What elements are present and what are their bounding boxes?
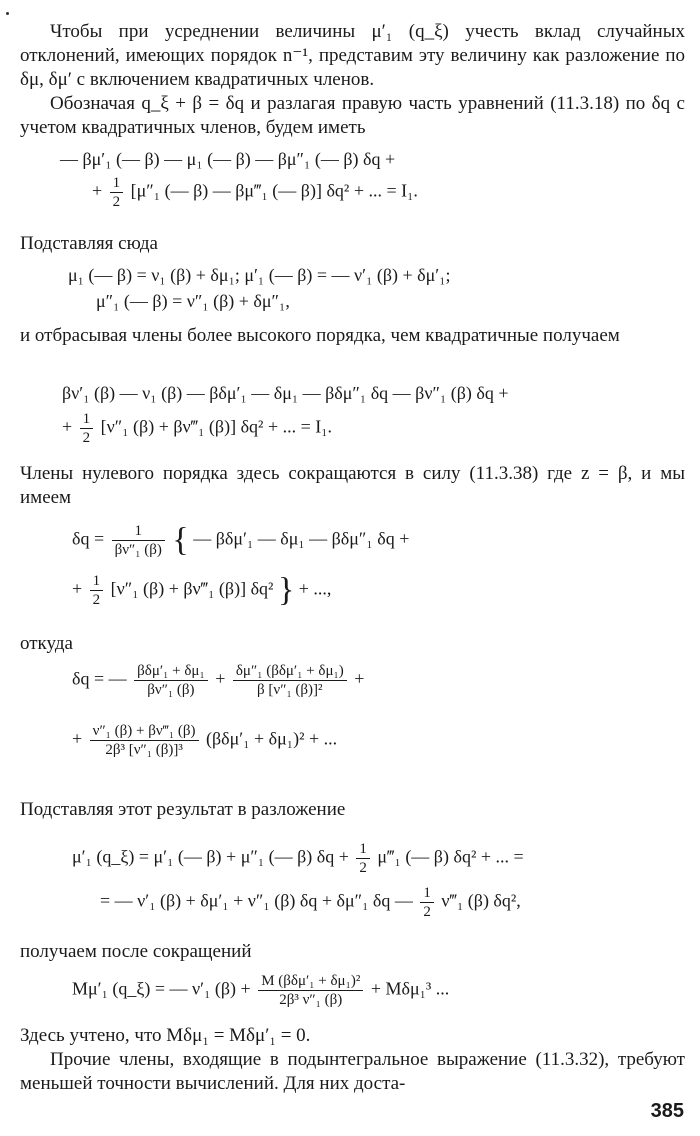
equation-3b [62,410,332,447]
eq-text: = — ν′₁ (β) + δμ′₁ + ν″₁ (β) δq + δμ″₁ δq — [100,890,413,911]
paragraph-5: Члены нулевого порядка здесь сокращаются в силу (11.3.38) где z = β, и мы имеем [20,463,685,508]
fraction [112,522,165,559]
eq-text: [ν″₁ (β) + βν‴₁ (β)] δq² + ... = I₁. [100,416,333,437]
left-brace: { [172,521,189,559]
equation-2b: μ″₁ (— β) = ν″₁ (β) + δμ″₁, [96,291,290,311]
frac-num: 1 [90,572,104,591]
frac-num: 1 [420,884,434,903]
equation-5b [72,722,337,759]
paragraph-9: Здесь учтено, что Mδμ₁ = Mδμ′₁ = 0. [20,1025,311,1046]
paragraph-6: откуда [20,633,73,654]
frac-den: 2β³ [ν″₁ (β)]³ [105,742,183,758]
fraction [90,722,199,759]
frac-num: 1 [110,174,124,193]
equation-3a: βν′₁ (β) — ν₁ (β) — βδμ′₁ — δμ₁ — βδμ″₁ δq — βν″₁ (β) δq + [62,383,509,403]
equation-7 [72,972,449,1009]
eq-text: μ′₁ (q_ξ) = μ′₁ (— β) + μ″₁ (— β) δq + [72,846,349,867]
eq-text: [μ″₁ (— β) — βμ‴₁ (— β)] δq² + ... = I₁. [130,180,418,201]
eq-text: μ‴₁ (— β) δq² + ... = [377,846,524,867]
fraction [233,662,347,699]
equation-1b [92,174,418,211]
paragraph-3: Подставляя сюда [20,233,158,254]
page-number: 385 [650,1100,684,1122]
frac-den: 2 [112,194,121,210]
frac-num: 1 [112,522,165,541]
fraction [80,410,94,447]
eq-text: + Mδμ₁³ ... [370,978,450,999]
eq-text: + [92,180,103,201]
eq-text: + [215,668,226,689]
frac-num: 1 [356,840,370,859]
equation-6a [72,840,524,877]
eq-text: (βδμ′₁ + δμ₁)² + ... [206,728,338,749]
frac-num: 1 [80,410,94,429]
frac-den: βν″₁ (β) [147,682,195,698]
eq-text: [ν″₁ (β) + βν‴₁ (β)] δq² [110,578,274,599]
frac-den: 2β³ ν″₁ (β) [279,992,343,1008]
eq-text: Mμ′₁ (q_ξ) = — ν′₁ (β) + [72,978,251,999]
fraction [134,662,208,699]
speck [6,12,9,15]
frac-num: ν″₁ (β) + βν‴₁ (β) [90,722,199,741]
eq-text: + ..., [298,578,332,599]
paragraph-1: Чтобы при усреднении величины μ′₁ (q_ξ) учесть вклад случайных отклонений, имеющих порядок n⁻¹, представим эту величину как разложение по δμ, δμ′ с включением квадратичных членов. [20,21,685,90]
eq-text: + [354,668,365,689]
paragraph-7: Подставляя этот результат в разложение [20,799,346,820]
equation-5a [72,662,364,699]
frac-den: 2 [359,860,367,876]
eq-text: δq = — [72,668,127,689]
eq-text: — βδμ′₁ — δμ₁ — βδμ″₁ δq + [193,528,410,549]
eq-text: δq = [72,528,105,549]
equation-6b [100,884,521,921]
fraction [90,572,104,609]
frac-den: 2 [423,904,431,920]
fraction [110,174,124,211]
equation-1a: — βμ′₁ (— β) — μ₁ (— β) — βμ″₁ (— β) δq + [60,149,396,169]
frac-num: δμ″₁ (βδμ′₁ + δμ₁) [233,662,347,681]
eq-text: ν‴₁ (β) δq², [441,890,521,911]
eq-text: + [72,728,83,749]
paragraph-8: получаем после сокращений [20,941,252,962]
paragraph-10: Прочие члены, входящие в подынтегральное выражение (11.3.32), требуют меньшей точности вычислений. Для них доста- [20,1049,685,1094]
frac-num: M (βδμ′₁ + δμ₁)² [258,972,363,991]
frac-den: 2 [82,430,91,446]
fraction [356,840,370,877]
frac-den: 2 [92,592,101,608]
fraction [420,884,434,921]
paragraph-2: Обозначая q_ξ + β = δq и разлагая правую часть уравнений (11.3.18) по δq с учетом квадратичных членов, будем иметь [20,93,685,138]
paragraph-4: и отбрасывая члены более высокого порядка, чем квадратичные получаем [20,325,620,346]
frac-num: βδμ′₁ + δμ₁ [134,662,208,681]
equation-4b [72,572,331,609]
right-brace: } [277,571,295,609]
equation-2a: μ₁ (— β) = ν₁ (β) + δμ₁; μ′₁ (— β) = — ν′₁ (β) + δμ′₁; [68,265,451,285]
eq-text: + [62,416,73,437]
frac-den: βν″₁ (β) [114,542,162,558]
equation-4a [72,522,409,559]
fraction [258,972,363,1009]
frac-den: β [ν″₁ (β)]² [257,682,323,698]
eq-text: + [72,578,83,599]
